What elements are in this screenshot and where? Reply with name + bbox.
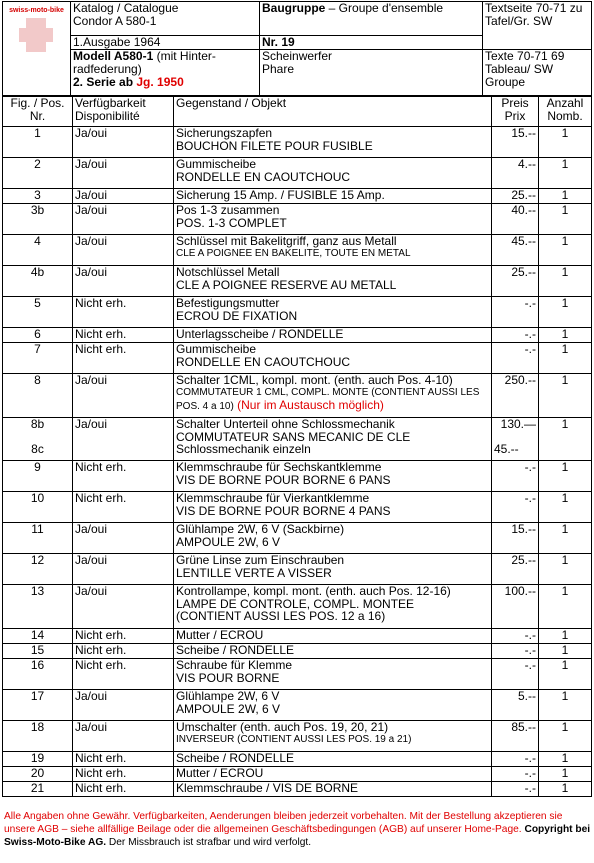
quantity-cell: 1 <box>539 374 592 418</box>
quantity-cell: 1 <box>539 297 592 328</box>
object-cell: Schalter Unterteil ohne Schlossmechanik COMMUTATEUR SANS MECANIC DE CLE Schlossmechanik einzeln <box>174 418 492 461</box>
fig-cell: 1 <box>3 127 73 158</box>
table-row <box>3 721 592 752</box>
object-cell: Schlüssel mit Bakelitgriff, ganz aus Metall CLE A POIGNEE EN BAKELITE, TOUTE EN METAL <box>174 235 492 266</box>
object-cell: Glühlampe 2W, 6 V (Sackbirne) AMPOULE 2W, 6 V <box>174 523 492 554</box>
availability-cell: Ja/oui <box>73 266 174 297</box>
price-cell: 85.-- <box>492 721 539 752</box>
price-cell: 130.— 45.-- <box>492 418 539 461</box>
availability-cell: Nicht erh. <box>73 328 174 343</box>
price-cell: 25.-- <box>492 189 539 204</box>
swiss-moto-bike-logo: swiss-moto-bike <box>6 4 68 60</box>
price-cell: -.- <box>492 461 539 492</box>
price-cell: -.- <box>492 492 539 523</box>
price-cell: -.- <box>492 343 539 374</box>
quantity-cell: 1 <box>539 782 592 797</box>
text-ref-fr: Texte 70-71 69 Tableau/ SW Groupe <box>483 50 592 96</box>
price-cell: 4.-- <box>492 158 539 189</box>
fig-cell: 20 <box>3 767 73 782</box>
table-row <box>3 418 592 461</box>
table-row <box>3 523 592 554</box>
edition: 1.Ausgabe 1964 <box>71 36 260 50</box>
fig-cell: 4b <box>3 266 73 297</box>
quantity-cell: 1 <box>539 767 592 782</box>
object-cell: Klemmschraube für Sechskantklemme VIS DE BORNE POUR BORNE 6 PANS <box>174 461 492 492</box>
quantity-cell: 1 <box>539 418 592 461</box>
quantity-cell: 1 <box>539 127 592 158</box>
fig-cell: 16 <box>3 659 73 690</box>
fig-cell: 2 <box>3 158 73 189</box>
fig-cell: 7 <box>3 343 73 374</box>
object-cell: Gummischeibe RONDELLE EN CAOUTCHOUC <box>174 158 492 189</box>
availability-cell: Ja/oui <box>73 585 174 629</box>
fig-cell: 3 <box>3 189 73 204</box>
availability-cell: Nicht erh. <box>73 752 174 767</box>
price-cell: 25.-- <box>492 554 539 585</box>
fig-cell: 3b <box>3 204 73 235</box>
table-row <box>3 492 592 523</box>
availability-cell: Nicht erh. <box>73 767 174 782</box>
object-cell: Grüne Linse zum Einschrauben LENTILLE VERTE A VISSER <box>174 554 492 585</box>
availability-cell: Ja/oui <box>73 158 174 189</box>
fig-cell: 14 <box>3 629 73 644</box>
table-row <box>3 752 592 767</box>
footer-disclaimer: Alle Angaben ohne Gewähr. Verfügbarkeiten, Aenderungen bleiben jederzeit vorbehalten. Mit der Bestellung akzeptieren sie unsere AGB – siehe allfällige Beilage oder die allgemeinen Geschäftsbedingungen (AGB) auf unserer Home-Page. Copyright bei Swiss-Moto-Bike AG. Der Missbrauch ist strafbar und wird verfolgt. <box>4 811 591 848</box>
price-cell: 15.-- <box>492 523 539 554</box>
quantity-cell: 1 <box>539 189 592 204</box>
availability-cell: Ja/oui <box>73 189 174 204</box>
table-row <box>3 297 592 328</box>
group-name: Scheinwerfer Phare <box>260 50 483 96</box>
price-cell: 40.-- <box>492 204 539 235</box>
quantity-cell: 1 <box>539 752 592 767</box>
price-cell: -.- <box>492 297 539 328</box>
object-cell: Sicherungszapfen BOUCHON FILETE POUR FUSIBLE <box>174 127 492 158</box>
table-row <box>3 158 592 189</box>
text-page-ref: Textseite 70-71 zu Tafel/Gr. SW <box>483 2 592 50</box>
table-row <box>3 189 592 204</box>
object-cell: Unterlagsscheibe / RONDELLE <box>174 328 492 343</box>
catalog-title: Katalog / Catalogue Condor A 580-1 <box>71 2 260 36</box>
price-cell: 25.-- <box>492 266 539 297</box>
table-row <box>3 585 592 629</box>
quantity-cell: 1 <box>539 235 592 266</box>
table-row <box>3 343 592 374</box>
catalog-header <box>2 1 592 96</box>
object-cell: Mutter / ECROU <box>174 629 492 644</box>
object-cell: Scheibe / RONDELLE <box>174 752 492 767</box>
object-cell: Klemmschraube / VIS DE BORNE <box>174 782 492 797</box>
col-price: Preis Prix <box>492 97 539 127</box>
col-fig: Fig. / Pos. Nr. <box>3 97 73 127</box>
availability-cell: Ja/oui <box>73 554 174 585</box>
col-availability: Verfügbarkeit Disponibilité <box>73 97 174 127</box>
table-row <box>3 782 592 797</box>
object-cell: Sicherung 15 Amp. / FUSIBLE 15 Amp. <box>174 189 492 204</box>
availability-cell: Nicht erh. <box>73 461 174 492</box>
object-cell: Schraube für Klemme VIS POUR BORNE <box>174 659 492 690</box>
quantity-cell: 1 <box>539 158 592 189</box>
table-row <box>3 659 592 690</box>
table-row <box>3 328 592 343</box>
availability-cell: Nicht erh. <box>73 659 174 690</box>
price-cell: -.- <box>492 659 539 690</box>
object-cell: Umschalter (enth. auch Pos. 19, 20, 21) INVERSEUR (CONTIENT AUSSI LES POS. 19 a 21) <box>174 721 492 752</box>
table-row <box>3 374 592 418</box>
fig-cell: 19 <box>3 752 73 767</box>
object-cell: Klemmschraube für Vierkantklemme VIS DE BORNE POUR BORNE 4 PANS <box>174 492 492 523</box>
table-row <box>3 554 592 585</box>
price-cell: 5.-- <box>492 690 539 721</box>
availability-cell: Nicht erh. <box>73 644 174 659</box>
object-cell: Befestigungsmutter ECROU DE FIXATION <box>174 297 492 328</box>
object-cell: Schalter 1CML, kompl. mont. (enth. auch Pos. 4-10) COMMUTATEUR 1 CML, COMPL. MONTE (CONTIENT AUSSI LES POS. 4 a 10) (Nur im Austausch möglich) <box>174 374 492 418</box>
quantity-cell: 1 <box>539 554 592 585</box>
table-header-row <box>3 97 592 127</box>
group-number: Nr. 19 <box>260 36 483 50</box>
price-cell: -.- <box>492 644 539 659</box>
table-row <box>3 204 592 235</box>
fig-cell: 8b 8c <box>3 418 73 461</box>
col-quantity: Anzahl Nomb. <box>539 97 592 127</box>
availability-cell: Ja/oui <box>73 374 174 418</box>
fig-cell: 10 <box>3 492 73 523</box>
object-cell: Mutter / ECROU <box>174 767 492 782</box>
quantity-cell: 1 <box>539 461 592 492</box>
price-cell: -.- <box>492 782 539 797</box>
object-cell: Pos 1-3 zusammen POS. 1-3 COMPLET <box>174 204 492 235</box>
availability-cell: Nicht erh. <box>73 629 174 644</box>
fig-cell: 12 <box>3 554 73 585</box>
table-row <box>3 461 592 492</box>
fig-cell: 5 <box>3 297 73 328</box>
availability-cell: Ja/oui <box>73 235 174 266</box>
parts-table <box>2 96 592 797</box>
quantity-cell: 1 <box>539 492 592 523</box>
group-label: Baugruppe – Groupe d'ensemble <box>260 2 483 36</box>
model-info: Modell A580-1 (mit Hinter-radfederung) 2. Serie ab Jg. 1950 <box>71 50 260 96</box>
fig-cell: 9 <box>3 461 73 492</box>
price-cell: 45.-- <box>492 235 539 266</box>
availability-cell: Nicht erh. <box>73 492 174 523</box>
table-row <box>3 644 592 659</box>
availability-cell: Nicht erh. <box>73 343 174 374</box>
availability-cell: Ja/oui <box>73 690 174 721</box>
table-row <box>3 127 592 158</box>
quantity-cell: 1 <box>539 343 592 374</box>
table-row <box>3 767 592 782</box>
object-cell: Notschlüssel Metall CLE A POIGNEE RESERVE AU METALL <box>174 266 492 297</box>
quantity-cell: 1 <box>539 644 592 659</box>
fig-cell: 21 <box>3 782 73 797</box>
availability-cell: Ja/oui <box>73 523 174 554</box>
quantity-cell: 1 <box>539 523 592 554</box>
object-cell: Scheibe / RONDELLE <box>174 644 492 659</box>
object-cell: Glühlampe 2W, 6 V AMPOULE 2W, 6 V <box>174 690 492 721</box>
table-row <box>3 690 592 721</box>
price-cell: 15.-- <box>492 127 539 158</box>
price-cell: 100.-- <box>492 585 539 629</box>
object-cell: Kontrollampe, kompl. mont. (enth. auch Pos. 12-16) LAMPE DE CONTROLE, COMPL. MONTEE (CONTIENT AUSSI LES POS. 12 a 16) <box>174 585 492 629</box>
price-cell: 250.-- <box>492 374 539 418</box>
quantity-cell: 1 <box>539 629 592 644</box>
table-row <box>3 235 592 266</box>
availability-cell: Ja/oui <box>73 204 174 235</box>
availability-cell: Nicht erh. <box>73 297 174 328</box>
quantity-cell: 1 <box>539 721 592 752</box>
price-cell: -.- <box>492 629 539 644</box>
price-cell: -.- <box>492 328 539 343</box>
fig-cell: 8 <box>3 374 73 418</box>
table-row <box>3 629 592 644</box>
quantity-cell: 1 <box>539 266 592 297</box>
col-object: Gegenstand / Objekt <box>174 97 492 127</box>
fig-cell: 11 <box>3 523 73 554</box>
fig-cell: 17 <box>3 690 73 721</box>
quantity-cell: 1 <box>539 659 592 690</box>
fig-cell: 13 <box>3 585 73 629</box>
fig-cell: 4 <box>3 235 73 266</box>
table-row <box>3 266 592 297</box>
availability-cell: Ja/oui <box>73 721 174 752</box>
fig-cell: 18 <box>3 721 73 752</box>
quantity-cell: 1 <box>539 690 592 721</box>
price-cell: -.- <box>492 767 539 782</box>
object-cell: Gummischeibe RONDELLE EN CAOUTCHOUC <box>174 343 492 374</box>
fig-cell: 15 <box>3 644 73 659</box>
quantity-cell: 1 <box>539 585 592 629</box>
fig-cell: 6 <box>3 328 73 343</box>
price-cell: -.- <box>492 752 539 767</box>
quantity-cell: 1 <box>539 328 592 343</box>
availability-cell: Ja/oui <box>73 418 174 461</box>
availability-cell: Ja/oui <box>73 127 174 158</box>
availability-cell: Nicht erh. <box>73 782 174 797</box>
quantity-cell: 1 <box>539 204 592 235</box>
logo-cell <box>3 2 71 96</box>
